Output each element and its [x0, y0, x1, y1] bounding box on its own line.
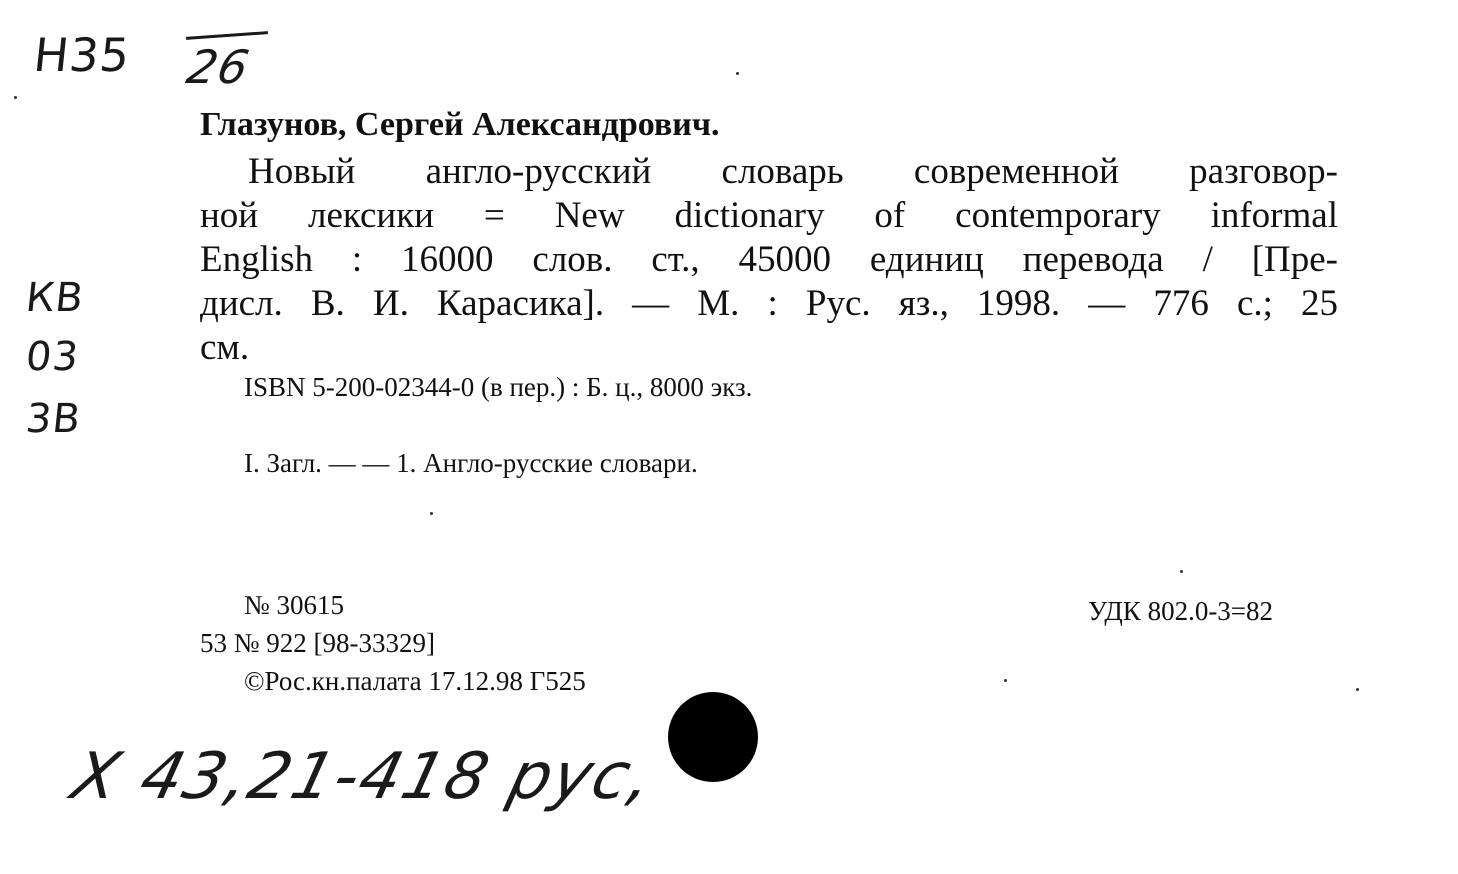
fraction-line [186, 31, 268, 40]
scan-speck [14, 96, 17, 99]
author-heading: Глазунов, Сергей Александрович. [200, 106, 720, 143]
card-number-line: № 30615 [244, 590, 345, 620]
registration-number-line: 53 № 922 [98-33329] [200, 628, 435, 658]
description-line-4: дисл. В. И. Карасика]. — М. : Рус. яз., 1998. — 776 с.; 25 [200, 283, 1338, 324]
scan-speck [1356, 688, 1359, 691]
handwritten-side-code-2: 03 [23, 334, 82, 380]
udk-code: УДК 802.0-3=82 [1088, 596, 1274, 626]
description-line-5: см. [200, 327, 250, 368]
description-line-2: ной лексики = New dictionary of contemporary informal [200, 195, 1338, 236]
handwritten-side-code-3: 3В [23, 396, 84, 442]
scan-speck [1004, 679, 1007, 682]
description-line-3: English : 16000 слов. ст., 45000 единиц перевода / [Пре- [200, 239, 1338, 280]
subject-line: I. Загл. — — 1. Англо-русские словари. [244, 448, 698, 478]
handwritten-price-note: X 43,21-418 рус, [64, 740, 663, 814]
scan-speck [430, 512, 433, 515]
description-line-1: Новый англо-русский словарь современной разговор- [248, 151, 1338, 192]
isbn-line: ISBN 5-200-02344-0 (в пер.) : Б. ц., 8000 экз. [244, 372, 753, 402]
copyright-line: ©Рос.кн.палата 17.12.98 Г525 [244, 666, 586, 696]
bibliographic-description [200, 150, 1338, 370]
scan-speck [1180, 570, 1183, 573]
scan-speck [736, 72, 739, 75]
punch-hole [668, 692, 758, 782]
handwritten-call-number: Н35 [31, 28, 133, 82]
handwritten-call-fraction: 26 [182, 40, 255, 94]
handwritten-side-code-1: КВ [23, 275, 87, 321]
